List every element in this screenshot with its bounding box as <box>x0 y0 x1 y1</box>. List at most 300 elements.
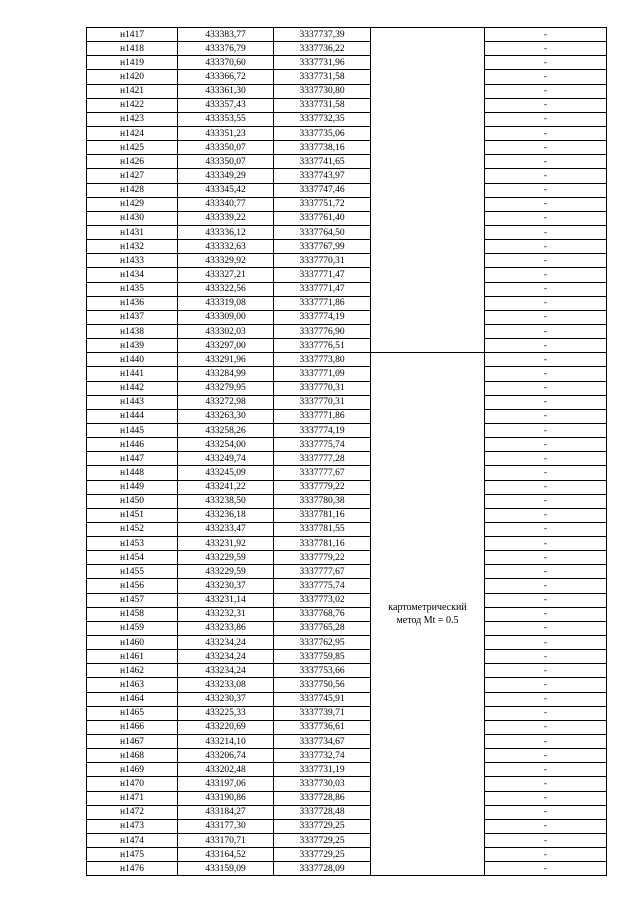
y-coordinate-cell: 3337728,86 <box>274 791 371 805</box>
point-id-cell: н1465 <box>87 706 178 720</box>
y-coordinate-cell: 3337735,06 <box>274 126 371 140</box>
y-coordinate-cell: 3337777,67 <box>274 565 371 579</box>
x-coordinate-cell: 433229,59 <box>178 565 274 579</box>
x-coordinate-cell: 433233,08 <box>178 678 274 692</box>
y-coordinate-cell: 3337775,74 <box>274 438 371 452</box>
table-row <box>87 678 607 692</box>
table-row <box>87 862 607 876</box>
table-row <box>87 522 607 536</box>
x-coordinate-cell: 433231,14 <box>178 593 274 607</box>
table-row <box>87 791 607 805</box>
x-coordinate-cell: 433332,63 <box>178 240 274 254</box>
note-cell: - <box>485 395 607 409</box>
table-row <box>87 211 607 225</box>
y-coordinate-cell: 3337771,47 <box>274 268 371 282</box>
y-coordinate-cell: 3337731,19 <box>274 763 371 777</box>
y-coordinate-cell: 3337730,03 <box>274 777 371 791</box>
table-row <box>87 537 607 551</box>
table-row <box>87 834 607 848</box>
x-coordinate-cell: 433245,09 <box>178 466 274 480</box>
x-coordinate-cell: 433263,30 <box>178 409 274 423</box>
x-coordinate-cell: 433361,30 <box>178 84 274 98</box>
x-coordinate-cell: 433329,92 <box>178 254 274 268</box>
x-coordinate-cell: 433233,86 <box>178 621 274 635</box>
y-coordinate-cell: 3337768,76 <box>274 607 371 621</box>
note-cell: - <box>485 636 607 650</box>
point-id-cell: н1423 <box>87 112 178 126</box>
point-id-cell: н1443 <box>87 395 178 409</box>
x-coordinate-cell: 433370,60 <box>178 56 274 70</box>
point-id-cell: н1472 <box>87 805 178 819</box>
y-coordinate-cell: 3337761,40 <box>274 211 371 225</box>
table-row <box>87 197 607 211</box>
point-id-cell: н1461 <box>87 650 178 664</box>
x-coordinate-cell: 433340,77 <box>178 197 274 211</box>
y-coordinate-cell: 3337770,31 <box>274 254 371 268</box>
y-coordinate-cell: 3337774,19 <box>274 310 371 324</box>
point-id-cell: н1473 <box>87 819 178 833</box>
point-id-cell: н1476 <box>87 862 178 876</box>
y-coordinate-cell: 3337762,95 <box>274 636 371 650</box>
note-cell: - <box>485 183 607 197</box>
x-coordinate-cell: 433336,12 <box>178 225 274 239</box>
x-coordinate-cell: 433177,30 <box>178 819 274 833</box>
x-coordinate-cell: 433229,59 <box>178 551 274 565</box>
y-coordinate-cell: 3337771,47 <box>274 282 371 296</box>
table-row <box>87 409 607 423</box>
y-coordinate-cell: 3337731,58 <box>274 70 371 84</box>
table-row <box>87 735 607 749</box>
method-text-line: картометрический <box>388 602 467 614</box>
point-id-cell: н1467 <box>87 735 178 749</box>
point-id-cell: н1426 <box>87 155 178 169</box>
note-cell: - <box>485 664 607 678</box>
point-id-cell: н1450 <box>87 494 178 508</box>
table-row <box>87 42 607 56</box>
point-id-cell: н1438 <box>87 324 178 338</box>
point-id-cell: н1435 <box>87 282 178 296</box>
x-coordinate-cell: 433164,52 <box>178 848 274 862</box>
note-cell: - <box>485 28 607 42</box>
point-id-cell: н1470 <box>87 777 178 791</box>
point-id-cell: н1474 <box>87 834 178 848</box>
note-cell: - <box>485 522 607 536</box>
note-cell: - <box>485 763 607 777</box>
note-cell: - <box>485 452 607 466</box>
table-row <box>87 183 607 197</box>
point-id-cell: н1455 <box>87 565 178 579</box>
coordinates-table-body <box>87 28 607 876</box>
y-coordinate-cell: 3337777,67 <box>274 466 371 480</box>
x-coordinate-cell: 433238,50 <box>178 494 274 508</box>
point-id-cell: н1460 <box>87 636 178 650</box>
table-row <box>87 452 607 466</box>
table-row <box>87 692 607 706</box>
note-cell: - <box>485 607 607 621</box>
point-id-cell: н1448 <box>87 466 178 480</box>
y-coordinate-cell: 3337736,22 <box>274 42 371 56</box>
note-cell: - <box>485 310 607 324</box>
point-id-cell: н1428 <box>87 183 178 197</box>
note-cell: - <box>485 282 607 296</box>
y-coordinate-cell: 3337776,51 <box>274 339 371 353</box>
x-coordinate-cell: 433206,74 <box>178 749 274 763</box>
table-row <box>87 282 607 296</box>
x-coordinate-cell: 433241,22 <box>178 480 274 494</box>
table-row <box>87 353 607 367</box>
note-cell: - <box>485 508 607 522</box>
table-row <box>87 268 607 282</box>
x-coordinate-cell: 433319,08 <box>178 296 274 310</box>
point-id-cell: н1471 <box>87 791 178 805</box>
x-coordinate-cell: 433327,21 <box>178 268 274 282</box>
point-id-cell: н1419 <box>87 56 178 70</box>
note-cell: - <box>485 324 607 338</box>
note-cell: - <box>485 678 607 692</box>
note-cell: - <box>485 42 607 56</box>
point-id-cell: н1424 <box>87 126 178 140</box>
note-cell: - <box>485 211 607 225</box>
y-coordinate-cell: 3337779,22 <box>274 480 371 494</box>
table-row <box>87 310 607 324</box>
note-cell: - <box>485 409 607 423</box>
point-id-cell: н1462 <box>87 664 178 678</box>
note-cell: - <box>485 565 607 579</box>
note-cell: - <box>485 438 607 452</box>
point-id-cell: н1440 <box>87 353 178 367</box>
y-coordinate-cell: 3337739,71 <box>274 706 371 720</box>
point-id-cell: н1417 <box>87 28 178 42</box>
point-id-cell: н1459 <box>87 621 178 635</box>
note-cell: - <box>485 735 607 749</box>
table-row <box>87 664 607 678</box>
table-row <box>87 141 607 155</box>
y-coordinate-cell: 3337731,58 <box>274 98 371 112</box>
x-coordinate-cell: 433170,71 <box>178 834 274 848</box>
y-coordinate-cell: 3337737,39 <box>274 28 371 42</box>
table-row <box>87 777 607 791</box>
point-id-cell: н1458 <box>87 607 178 621</box>
x-coordinate-cell: 433220,69 <box>178 720 274 734</box>
point-id-cell: н1421 <box>87 84 178 98</box>
note-cell: - <box>485 692 607 706</box>
note-cell: - <box>485 650 607 664</box>
x-coordinate-cell: 433184,27 <box>178 805 274 819</box>
table-row <box>87 636 607 650</box>
y-coordinate-cell: 3337731,96 <box>274 56 371 70</box>
method-text-line: метод Mt = 0.5 <box>396 615 459 627</box>
note-cell: - <box>485 367 607 381</box>
y-coordinate-cell: 3337767,99 <box>274 240 371 254</box>
x-coordinate-cell: 433366,72 <box>178 70 274 84</box>
note-cell: - <box>485 862 607 876</box>
y-coordinate-cell: 3337743,97 <box>274 169 371 183</box>
note-cell: - <box>485 480 607 494</box>
point-id-cell: н1427 <box>87 169 178 183</box>
y-coordinate-cell: 3337734,67 <box>274 735 371 749</box>
table-row <box>87 324 607 338</box>
x-coordinate-cell: 433309,00 <box>178 310 274 324</box>
y-coordinate-cell: 3337765,28 <box>274 621 371 635</box>
x-coordinate-cell: 433383,77 <box>178 28 274 42</box>
note-cell: - <box>485 240 607 254</box>
point-id-cell: н1464 <box>87 692 178 706</box>
table-row <box>87 438 607 452</box>
note-cell: - <box>485 777 607 791</box>
point-id-cell: н1446 <box>87 438 178 452</box>
x-coordinate-cell: 433236,18 <box>178 508 274 522</box>
x-coordinate-cell: 433234,24 <box>178 650 274 664</box>
point-id-cell: н1468 <box>87 749 178 763</box>
note-cell: - <box>485 621 607 635</box>
x-coordinate-cell: 433230,37 <box>178 692 274 706</box>
x-coordinate-cell: 433349,29 <box>178 169 274 183</box>
table-row <box>87 70 607 84</box>
point-id-cell: н1456 <box>87 579 178 593</box>
y-coordinate-cell: 3337774,19 <box>274 423 371 437</box>
note-cell: - <box>485 834 607 848</box>
point-id-cell: н1430 <box>87 211 178 225</box>
note-cell: - <box>485 791 607 805</box>
point-id-cell: н1433 <box>87 254 178 268</box>
y-coordinate-cell: 3337776,90 <box>274 324 371 338</box>
x-coordinate-cell: 433345,42 <box>178 183 274 197</box>
y-coordinate-cell: 3337741,65 <box>274 155 371 169</box>
point-id-cell: н1432 <box>87 240 178 254</box>
y-coordinate-cell: 3337781,55 <box>274 522 371 536</box>
x-coordinate-cell: 433322,56 <box>178 282 274 296</box>
y-coordinate-cell: 3337732,35 <box>274 112 371 126</box>
note-cell: - <box>485 155 607 169</box>
point-id-cell: н1442 <box>87 381 178 395</box>
note-cell: - <box>485 720 607 734</box>
y-coordinate-cell: 3337770,31 <box>274 395 371 409</box>
y-coordinate-cell: 3337728,48 <box>274 805 371 819</box>
table-row <box>87 565 607 579</box>
table-row <box>87 28 607 42</box>
note-cell: - <box>485 579 607 593</box>
x-coordinate-cell: 433353,55 <box>178 112 274 126</box>
note-cell: - <box>485 423 607 437</box>
table-row <box>87 254 607 268</box>
table-row <box>87 805 607 819</box>
x-coordinate-cell: 433376,79 <box>178 42 274 56</box>
x-coordinate-cell: 433254,00 <box>178 438 274 452</box>
table-row <box>87 225 607 239</box>
table-row <box>87 551 607 565</box>
point-id-cell: н1422 <box>87 98 178 112</box>
x-coordinate-cell: 433232,31 <box>178 607 274 621</box>
y-coordinate-cell: 3337780,38 <box>274 494 371 508</box>
y-coordinate-cell: 3337728,09 <box>274 862 371 876</box>
note-cell: - <box>485 169 607 183</box>
table-row <box>87 240 607 254</box>
table-row <box>87 466 607 480</box>
point-id-cell: н1475 <box>87 848 178 862</box>
y-coordinate-cell: 3337771,09 <box>274 367 371 381</box>
note-cell: - <box>485 197 607 211</box>
x-coordinate-cell: 433279,95 <box>178 381 274 395</box>
point-id-cell: н1431 <box>87 225 178 239</box>
y-coordinate-cell: 3337736,61 <box>274 720 371 734</box>
x-coordinate-cell: 433357,43 <box>178 98 274 112</box>
table-row <box>87 593 607 607</box>
point-id-cell: н1453 <box>87 537 178 551</box>
method-cell-empty <box>371 28 485 353</box>
x-coordinate-cell: 433234,24 <box>178 636 274 650</box>
note-cell: - <box>485 848 607 862</box>
x-coordinate-cell: 433234,24 <box>178 664 274 678</box>
note-cell: - <box>485 805 607 819</box>
x-coordinate-cell: 433249,74 <box>178 452 274 466</box>
x-coordinate-cell: 433190,86 <box>178 791 274 805</box>
x-coordinate-cell: 433351,23 <box>178 126 274 140</box>
x-coordinate-cell: 433339,22 <box>178 211 274 225</box>
y-coordinate-cell: 3337773,02 <box>274 593 371 607</box>
point-id-cell: н1436 <box>87 296 178 310</box>
table-row <box>87 381 607 395</box>
y-coordinate-cell: 3337750,56 <box>274 678 371 692</box>
point-id-cell: н1420 <box>87 70 178 84</box>
note-cell: - <box>485 466 607 480</box>
table-row <box>87 367 607 381</box>
x-coordinate-cell: 433159,09 <box>178 862 274 876</box>
note-cell: - <box>485 296 607 310</box>
x-coordinate-cell: 433302,03 <box>178 324 274 338</box>
y-coordinate-cell: 3337738,16 <box>274 141 371 155</box>
y-coordinate-cell: 3337747,46 <box>274 183 371 197</box>
table-row <box>87 98 607 112</box>
x-coordinate-cell: 433214,10 <box>178 735 274 749</box>
table-row <box>87 480 607 494</box>
table-row <box>87 607 607 621</box>
note-cell: - <box>485 593 607 607</box>
table-row <box>87 112 607 126</box>
note-cell: - <box>485 381 607 395</box>
note-cell: - <box>485 98 607 112</box>
note-cell: - <box>485 141 607 155</box>
table-row <box>87 763 607 777</box>
x-coordinate-cell: 433225,33 <box>178 706 274 720</box>
point-id-cell: н1437 <box>87 310 178 324</box>
coordinates-table <box>86 27 607 876</box>
note-cell: - <box>485 706 607 720</box>
table-row <box>87 155 607 169</box>
table-row <box>87 819 607 833</box>
note-cell: - <box>485 494 607 508</box>
point-id-cell: н1466 <box>87 720 178 734</box>
table-row <box>87 706 607 720</box>
note-cell: - <box>485 353 607 367</box>
point-id-cell: н1439 <box>87 339 178 353</box>
note-cell: - <box>485 126 607 140</box>
y-coordinate-cell: 3337764,50 <box>274 225 371 239</box>
table-row <box>87 423 607 437</box>
point-id-cell: н1441 <box>87 367 178 381</box>
y-coordinate-cell: 3337773,80 <box>274 353 371 367</box>
x-coordinate-cell: 433350,07 <box>178 155 274 169</box>
x-coordinate-cell: 433350,07 <box>178 141 274 155</box>
x-coordinate-cell: 433231,92 <box>178 537 274 551</box>
y-coordinate-cell: 3337775,74 <box>274 579 371 593</box>
point-id-cell: н1445 <box>87 423 178 437</box>
point-id-cell: н1434 <box>87 268 178 282</box>
x-coordinate-cell: 433272,98 <box>178 395 274 409</box>
table-row <box>87 621 607 635</box>
point-id-cell: н1447 <box>87 452 178 466</box>
y-coordinate-cell: 3337729,25 <box>274 848 371 862</box>
x-coordinate-cell: 433202,48 <box>178 763 274 777</box>
point-id-cell: н1463 <box>87 678 178 692</box>
y-coordinate-cell: 3337770,31 <box>274 381 371 395</box>
table-row <box>87 508 607 522</box>
x-coordinate-cell: 433284,99 <box>178 367 274 381</box>
table-row <box>87 126 607 140</box>
note-cell: - <box>485 70 607 84</box>
point-id-cell: н1457 <box>87 593 178 607</box>
note-cell: - <box>485 749 607 763</box>
note-cell: - <box>485 268 607 282</box>
table-row <box>87 749 607 763</box>
method-cell <box>371 353 485 876</box>
x-coordinate-cell: 433197,06 <box>178 777 274 791</box>
y-coordinate-cell: 3337729,25 <box>274 819 371 833</box>
note-cell: - <box>485 225 607 239</box>
table-row <box>87 494 607 508</box>
y-coordinate-cell: 3337771,86 <box>274 409 371 423</box>
y-coordinate-cell: 3337745,91 <box>274 692 371 706</box>
point-id-cell: н1425 <box>87 141 178 155</box>
y-coordinate-cell: 3337751,72 <box>274 197 371 211</box>
note-cell: - <box>485 56 607 70</box>
point-id-cell: н1452 <box>87 522 178 536</box>
y-coordinate-cell: 3337732,74 <box>274 749 371 763</box>
point-id-cell: н1444 <box>87 409 178 423</box>
y-coordinate-cell: 3337759,85 <box>274 650 371 664</box>
x-coordinate-cell: 433297,00 <box>178 339 274 353</box>
table-row <box>87 579 607 593</box>
y-coordinate-cell: 3337779,22 <box>274 551 371 565</box>
table-row <box>87 296 607 310</box>
table-row <box>87 848 607 862</box>
x-coordinate-cell: 433233,47 <box>178 522 274 536</box>
y-coordinate-cell: 3337753,66 <box>274 664 371 678</box>
point-id-cell: н1418 <box>87 42 178 56</box>
point-id-cell: н1449 <box>87 480 178 494</box>
table-row <box>87 720 607 734</box>
point-id-cell: н1454 <box>87 551 178 565</box>
x-coordinate-cell: 433230,37 <box>178 579 274 593</box>
table-row <box>87 339 607 353</box>
y-coordinate-cell: 3337771,86 <box>274 296 371 310</box>
x-coordinate-cell: 433291,96 <box>178 353 274 367</box>
point-id-cell: н1451 <box>87 508 178 522</box>
table-row <box>87 395 607 409</box>
y-coordinate-cell: 3337781,16 <box>274 508 371 522</box>
point-id-cell: н1429 <box>87 197 178 211</box>
table-row <box>87 650 607 664</box>
note-cell: - <box>485 112 607 126</box>
note-cell: - <box>485 339 607 353</box>
table-row <box>87 56 607 70</box>
note-cell: - <box>485 84 607 98</box>
y-coordinate-cell: 3337781,16 <box>274 537 371 551</box>
point-id-cell: н1469 <box>87 763 178 777</box>
x-coordinate-cell: 433258,26 <box>178 423 274 437</box>
note-cell: - <box>485 551 607 565</box>
note-cell: - <box>485 254 607 268</box>
y-coordinate-cell: 3337730,80 <box>274 84 371 98</box>
